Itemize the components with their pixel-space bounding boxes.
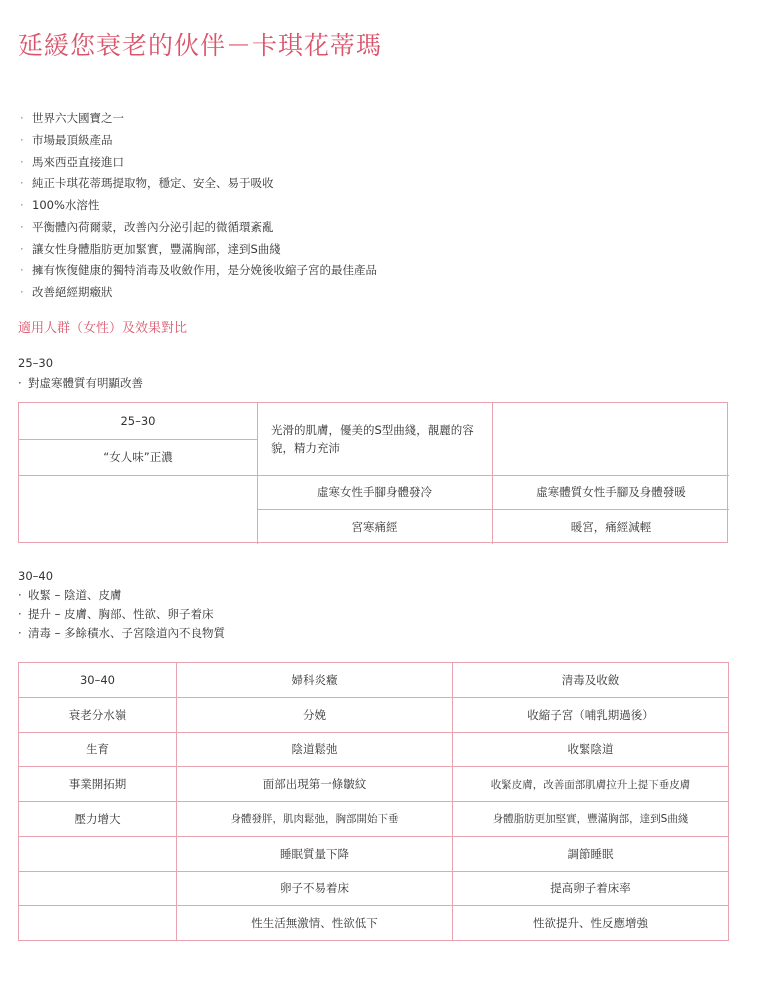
table-cell: 清毒及收斂 — [453, 663, 729, 698]
bullet-icon: · — [20, 176, 24, 191]
table-cell: “女人味”正濃 — [103, 450, 173, 464]
list-item — [20, 152, 377, 174]
table-cell: 提高卵子着床率 — [453, 871, 729, 906]
bullet-icon: · — [18, 588, 22, 602]
feature-list — [20, 108, 377, 304]
feature-text: 純正卡琪花蒂瑪提取物，穩定、安全、易于吸收 — [32, 176, 274, 191]
note-text: 對虛寒體質有明顯改善 — [28, 376, 143, 390]
table-row — [19, 906, 729, 941]
feature-text: 擁有恢復健康的獨特消毒及收斂作用，是分娩後收縮子宮的最佳產品 — [32, 263, 377, 278]
table-cell — [19, 836, 177, 871]
bullet-icon: · — [18, 626, 22, 640]
table-cell: 卵子不易着床 — [177, 871, 453, 906]
table-cell: 光滑的肌膚，優美的S型曲綫，靚麗的容貌，精力充沛 — [271, 423, 474, 455]
table-cell: 收緊陰道 — [453, 732, 729, 767]
bullet-icon: · — [20, 198, 24, 212]
comparison-table-25-30 — [18, 402, 728, 543]
age-group-label: 30–40 — [18, 569, 54, 583]
feature-text: 100%水溶性 — [32, 198, 100, 212]
table-row — [19, 836, 729, 871]
table-cell: 30–40 — [19, 663, 177, 698]
table-cell: 性欲提升、性反應增強 — [453, 906, 729, 941]
table-cell — [19, 871, 177, 906]
table-cell: 調節睡眠 — [453, 836, 729, 871]
table-cell: 收緊皮膚，改善面部肌膚拉升上提下垂皮膚 — [453, 767, 729, 802]
table-row — [19, 663, 729, 698]
table-cell: 虛寒體質女性手腳及身體發暖 — [536, 485, 686, 499]
table-cell: 性生活無激情、性欲低下 — [177, 906, 453, 941]
table-cell: 婦科炎癥 — [177, 663, 453, 698]
table-cell: 暖宮，痛經減輕 — [570, 519, 652, 534]
page-title: 延緩您衰老的伙伴－卡琪花蒂瑪 — [18, 31, 383, 60]
list-item — [20, 260, 377, 282]
note-item — [18, 586, 122, 605]
table-cell — [19, 906, 177, 941]
table-cell: 事業開拓期 — [19, 767, 177, 802]
table-cell: 睡眠質量下降 — [177, 836, 453, 871]
table-cell: 收縮子宮（哺乳期過後） — [453, 697, 729, 732]
comparison-table-30-40 — [18, 662, 729, 941]
section-heading: 適用人群（女性）及效果對比 — [18, 321, 188, 336]
table-row — [19, 697, 729, 732]
list-item — [20, 195, 377, 217]
table-cell — [493, 403, 729, 475]
note-text: 清毒 – 多餘積水、子宮陰道內不良物質 — [28, 626, 226, 640]
bullet-icon: · — [18, 607, 22, 621]
table-cell: 面部出現第一條皺紋 — [177, 767, 453, 802]
feature-text: 平衡體內荷爾蒙，改善內分泌引起的微循環紊亂 — [32, 219, 274, 234]
feature-text: 改善絕經期癥狀 — [32, 285, 113, 299]
table-cell: 陰道鬆弛 — [177, 732, 453, 767]
list-item — [20, 130, 377, 152]
bullet-icon: · — [20, 263, 24, 278]
table-cell: 25–30 — [120, 414, 156, 428]
list-item — [20, 173, 377, 195]
table-row — [19, 767, 729, 802]
table-row — [19, 732, 729, 767]
note-text: 收緊 – 陰道、皮膚 — [28, 588, 122, 602]
note-text: 提升 – 皮膚、胸部、性欲、卵子着床 — [28, 607, 214, 621]
table-cell: 宮寒痛經 — [351, 519, 398, 534]
note-item — [18, 374, 143, 393]
list-item — [20, 282, 377, 304]
bullet-icon: · — [20, 154, 24, 169]
list-item — [20, 217, 377, 239]
list-item — [20, 239, 377, 261]
bullet-icon: · — [20, 241, 24, 256]
age-group-label: 25–30 — [18, 356, 54, 370]
bullet-icon: · — [20, 219, 24, 234]
bullet-icon: · — [20, 111, 24, 125]
bullet-icon: · — [20, 285, 24, 299]
feature-text: 讓女性身體脂肪更加緊實，豐滿胸部，達到S曲綫 — [32, 241, 281, 256]
note-item — [18, 624, 225, 643]
bullet-icon: · — [18, 376, 22, 390]
table-cell: 衰老分水嶺 — [19, 697, 177, 732]
bullet-icon: · — [20, 132, 24, 147]
list-item — [20, 108, 377, 130]
feature-text: 馬來西亞直接進口 — [32, 154, 124, 169]
table-cell: 身體脂肪更加堅實，豐滿胸部，達到S曲綫 — [453, 802, 729, 837]
table-cell: 生育 — [19, 732, 177, 767]
table-row — [19, 802, 729, 837]
feature-text: 世界六大國寶之一 — [32, 111, 124, 125]
feature-text: 市場最頂級產品 — [32, 132, 113, 147]
table-cell: 身體發胖，肌肉鬆弛，胸部開始下垂 — [177, 802, 453, 837]
table-row — [19, 871, 729, 906]
table-cell: 壓力增大 — [19, 802, 177, 837]
table-cell: 虛寒女性手腳身體發冷 — [317, 485, 432, 499]
table-cell: 分娩 — [177, 697, 453, 732]
note-item — [18, 605, 214, 624]
